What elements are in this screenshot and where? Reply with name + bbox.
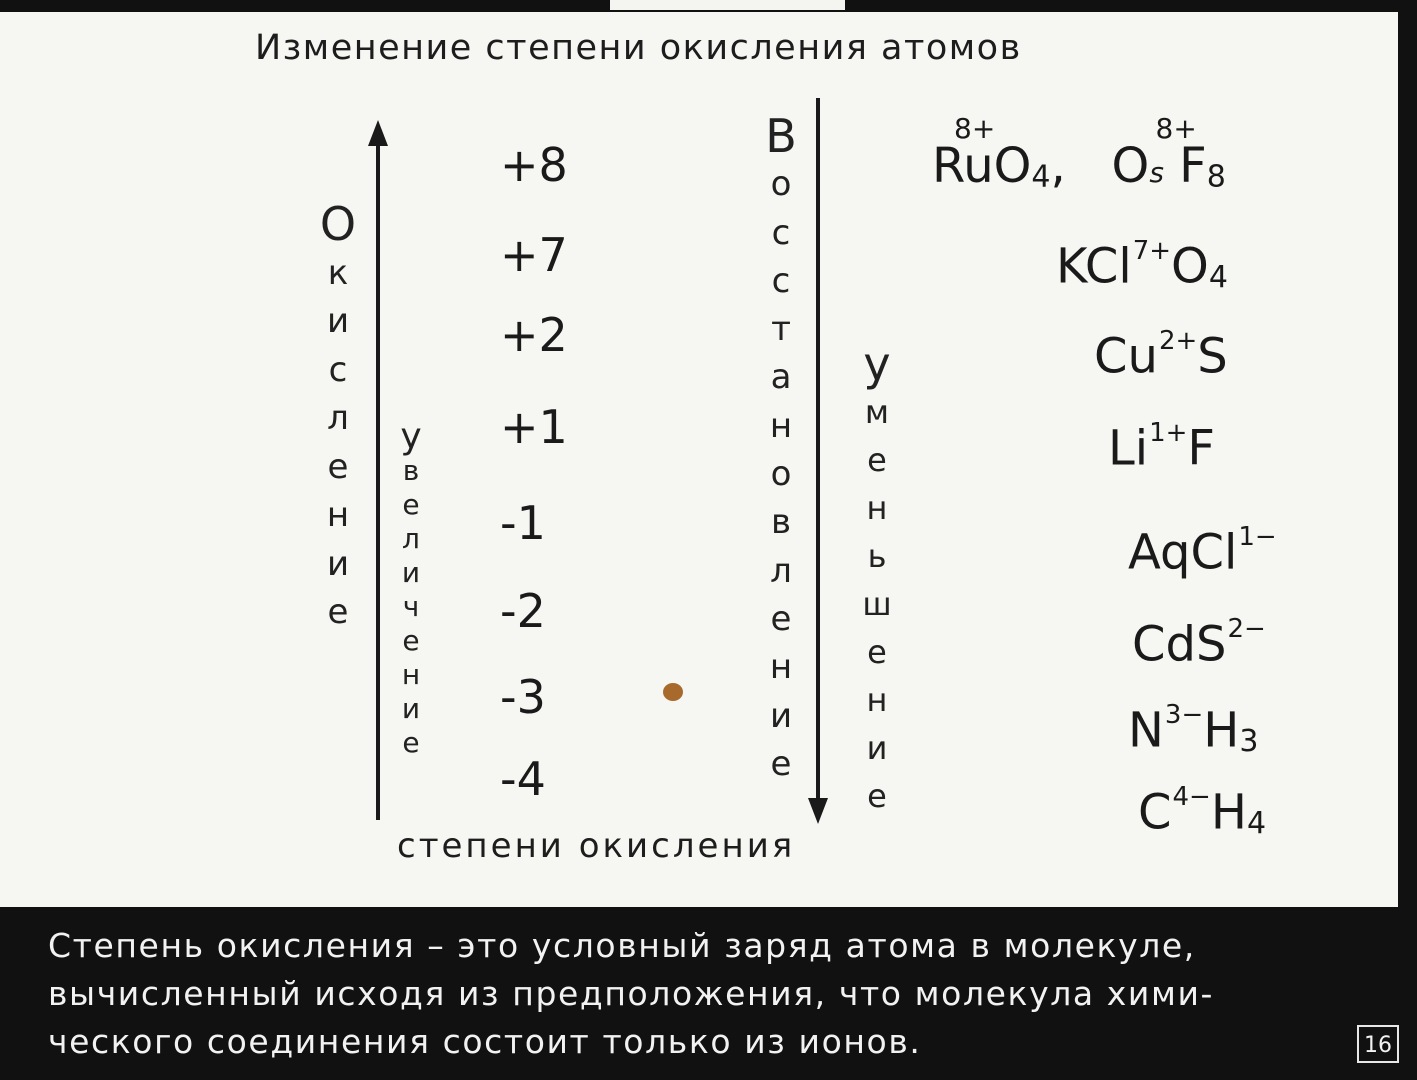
vertical-letter: и: [326, 543, 350, 584]
scale-value: +8: [500, 138, 568, 192]
vertical-letter: м: [864, 393, 890, 431]
compound-formula: Ru 8+ $O_4$, Os 8+ $F_8$: [932, 112, 1226, 195]
caption-line: Степень окисления – это условный заряд атома в молекуле,: [48, 926, 1196, 965]
vertical-letter: е: [402, 488, 420, 521]
vertical-letter: л: [770, 550, 792, 591]
reduction-label: [760, 109, 802, 788]
vertical-letter: у: [863, 337, 891, 391]
vertical-letter: ь: [867, 537, 887, 575]
vertical-letter: у: [400, 416, 422, 457]
decrease-label: [856, 337, 898, 820]
vertical-letter: е: [327, 592, 349, 632]
vertical-letter: и: [866, 729, 888, 767]
vertical-letter: с: [771, 260, 791, 301]
reduction-arrow-line: [816, 98, 820, 800]
vertical-letter: ш: [862, 585, 892, 623]
compound-formula: $N^{3-}H_3$: [1128, 700, 1259, 759]
vertical-letter: л: [402, 522, 420, 555]
caption-line: вычисленный исходя из предположения, что молекула хими-: [48, 974, 1215, 1013]
oxidation-arrow-line: [376, 140, 380, 820]
slide-title: Изменение степени окисления атомов: [255, 28, 1022, 68]
vertical-letter: и: [401, 556, 421, 589]
vertical-letter: о: [770, 164, 792, 205]
vertical-letter: к: [327, 252, 349, 293]
vertical-letter: О: [319, 197, 357, 251]
vertical-letter: е: [327, 446, 349, 487]
scale-value: +1: [500, 400, 568, 454]
compound-formula: $Li^{1+}F$: [1108, 418, 1216, 477]
vertical-letter: л: [327, 398, 349, 438]
caption: [48, 922, 1378, 1066]
vertical-letter: ч: [402, 590, 420, 623]
vertical-letter: е: [867, 777, 887, 815]
vertical-letter: е: [402, 726, 420, 759]
vertical-letter: а: [770, 357, 792, 398]
increase-label: [393, 416, 429, 760]
scale-value: +7: [500, 228, 568, 282]
vertical-letter: н: [769, 405, 793, 446]
oxidation-label: [318, 197, 358, 637]
vertical-letter: с: [328, 349, 348, 390]
vertical-letter: н: [326, 495, 350, 535]
vertical-letter: в: [402, 454, 420, 487]
compound-formula: $KCl^{7+}O_4$: [1056, 236, 1228, 295]
scale-value: -2: [500, 584, 546, 638]
vertical-letter: е: [867, 633, 887, 671]
vertical-letter: о: [770, 454, 792, 495]
scale-value: -4: [500, 752, 546, 806]
vertical-letter: н: [866, 489, 888, 527]
vertical-letter: н: [866, 681, 888, 719]
compound-formula: $Cu^{2+}S$: [1094, 326, 1228, 385]
compound-formula: CdS$^{2-}$: [1132, 614, 1266, 673]
caption-line: ческого соединения состоит только из ионов.: [48, 1022, 922, 1061]
compound-formula: AqCl$^{1-}$: [1128, 522, 1277, 581]
page-number: 16: [1357, 1025, 1399, 1063]
scale-value: -1: [500, 496, 546, 550]
vertical-letter: с: [771, 212, 791, 253]
vertical-letter: е: [867, 441, 887, 479]
vertical-letter: е: [770, 743, 792, 784]
axis-label: степени окисления: [397, 826, 796, 866]
vertical-letter: е: [402, 624, 420, 657]
vertical-letter: и: [326, 301, 350, 341]
vertical-letter: и: [769, 695, 793, 736]
vertical-letter: т: [771, 309, 791, 350]
reduction-arrow-head-icon: [808, 798, 828, 824]
vertical-letter: В: [765, 109, 797, 163]
scale-value: +2: [500, 308, 568, 362]
compound-formula: $C^{4-}H_4$: [1138, 782, 1267, 841]
vertical-letter: и: [401, 692, 421, 725]
vertical-letter: в: [770, 502, 792, 543]
scale-value: -3: [500, 670, 546, 724]
vertical-letter: н: [769, 647, 793, 688]
oxidation-arrow-head-icon: [368, 120, 388, 146]
vertical-letter: е: [770, 598, 792, 639]
film-speck: [663, 683, 683, 701]
vertical-letter: н: [401, 658, 421, 691]
